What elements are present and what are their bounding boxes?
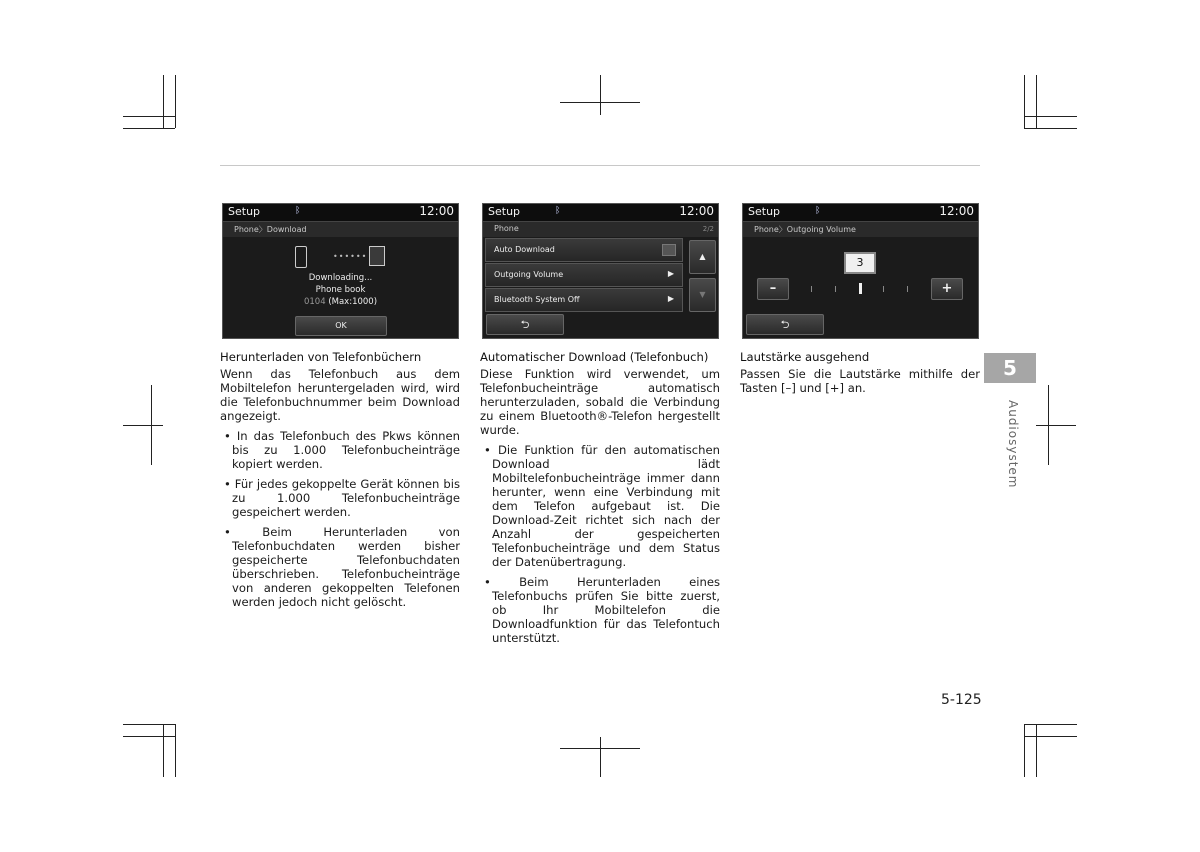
text-column-volume: [740, 350, 980, 395]
progress-dots-icon: ••••••: [333, 252, 368, 261]
screen-phone-menu: [482, 203, 719, 339]
volume-tick: [811, 286, 812, 292]
breadcrumb: Phone〉Outgoing Volume: [754, 225, 856, 234]
breadcrumb: Phone〉Download: [234, 225, 307, 234]
screen-download: [222, 203, 459, 339]
section-paragraph: Diese Funktion wird verwendet, um Telefonbucheinträge automatisch herunterzuladen, sobald die Verbindung zu einem Bluetooth®-Telefon hergestellt wurde.: [480, 367, 720, 437]
text-column-download: [220, 350, 460, 609]
screen-title: Setup: [488, 205, 521, 218]
volume-plus-button[interactable]: +: [931, 278, 963, 300]
scroll-down-button[interactable]: ▼: [689, 278, 716, 312]
menu-item-label: Outgoing Volume: [494, 270, 564, 279]
menu-item-label: Bluetooth System Off: [494, 295, 580, 304]
breadcrumb: Phone: [494, 224, 519, 233]
screen-header: [223, 204, 458, 222]
checkbox-icon[interactable]: [662, 244, 676, 256]
volume-tick: [883, 286, 884, 292]
screen-title: Setup: [748, 205, 781, 218]
page-indicator: 2/2: [702, 225, 714, 233]
volume-tick: [835, 286, 836, 292]
download-status: [223, 272, 458, 308]
arrow-right-icon: ▶: [667, 269, 674, 278]
count-value: 0104: [303, 297, 326, 307]
count-max: (Max:1000): [328, 297, 378, 307]
download-count: [223, 296, 458, 308]
screen-header: [483, 204, 718, 222]
bluetooth-icon: ᛒ: [295, 206, 301, 216]
contact-icon: [369, 246, 385, 266]
bullet-item: • In das Telefonbuch des Pkws können bis zu 1.000 Telefonbucheinträge kopiert werden.: [224, 429, 460, 471]
screen-breadcrumb-bar: [483, 222, 718, 237]
volume-tick: [907, 286, 908, 292]
screen-title: Setup: [228, 205, 261, 218]
phone-icon: [295, 246, 307, 268]
back-button[interactable]: ⮌: [486, 314, 564, 335]
bullet-item: • Beim Herunterladen von Telefonbuchdaten werden bisher gespeicherte Telefonbuchdaten überschrieben. Telefonbucheinträge von anderen gekoppelten Telefonen werden jedoch nicht gelöscht.: [224, 525, 460, 609]
section-heading: Lautstärke ausgehend: [740, 350, 870, 364]
downloading-text: Downloading...: [308, 273, 373, 283]
menu-item-outgoing-volume[interactable]: [485, 263, 683, 287]
chapter-side-label: Audiosystem: [1006, 400, 1020, 489]
arrow-right-icon: ▶: [667, 294, 674, 303]
screen-header: [743, 204, 978, 222]
screen-outgoing-volume: [742, 203, 979, 339]
bluetooth-icon: ᛒ: [555, 206, 561, 216]
volume-value: 3: [844, 252, 876, 274]
volume-tick: [859, 283, 862, 294]
header-rule: [220, 165, 980, 166]
back-button[interactable]: ⮌: [746, 314, 824, 335]
phonebook-text: Phone book: [315, 285, 366, 295]
section-paragraph: Wenn das Telefonbuch aus dem Mobiltelefon heruntergeladen wird, wird die Telefonbuchnummer beim Download angezeigt.: [220, 367, 460, 423]
bullet-item: • Für jedes gekoppelte Gerät können bis zu 1.000 Telefonbucheinträge gespeichert werden.: [224, 477, 460, 519]
screen-clock: 12:00: [679, 204, 714, 218]
menu-item-auto-download[interactable]: [485, 238, 683, 262]
screen-clock: 12:00: [419, 204, 454, 218]
screen-breadcrumb-bar: [743, 222, 978, 237]
ok-button[interactable]: OK: [295, 316, 387, 336]
bullet-item: • Die Funktion für den automatischen Download lädt Mobiltelefonbucheinträge immer dann herunter, wenn eine Verbindung mit dem Telefon aufgebaut ist. Die Download-Zeit richtet sich nach der Anzahl der gespeicherten Telefonbucheinträge und dem Status der Datenübertragung.: [484, 443, 720, 569]
page-number: 5-125: [941, 692, 982, 708]
chapter-tab: 5: [984, 353, 1036, 383]
menu-item-label: Auto Download: [494, 245, 555, 254]
section-paragraph: Passen Sie die Lautstärke mithilfe der Tasten [–] und [+] an.: [740, 367, 980, 395]
scroll-up-button[interactable]: ▲: [689, 240, 716, 274]
screen-clock: 12:00: [939, 204, 974, 218]
bluetooth-icon: ᛒ: [815, 206, 821, 216]
screen-breadcrumb-bar: [223, 222, 458, 237]
text-column-auto-download: [480, 350, 720, 645]
bullet-item: • Beim Herunterladen eines Telefonbuchs prüfen Sie bitte zuerst, ob Ihr Mobiltelefon die Downloadfunktion für das Telefontuch unterstützt.: [484, 575, 720, 645]
menu-item-bluetooth-off[interactable]: [485, 288, 683, 312]
section-heading: Automatischer Download (Telefonbuch): [480, 350, 709, 364]
volume-minus-button[interactable]: –: [757, 278, 789, 300]
section-heading: Herunterladen von Telefonbüchern: [220, 350, 422, 364]
